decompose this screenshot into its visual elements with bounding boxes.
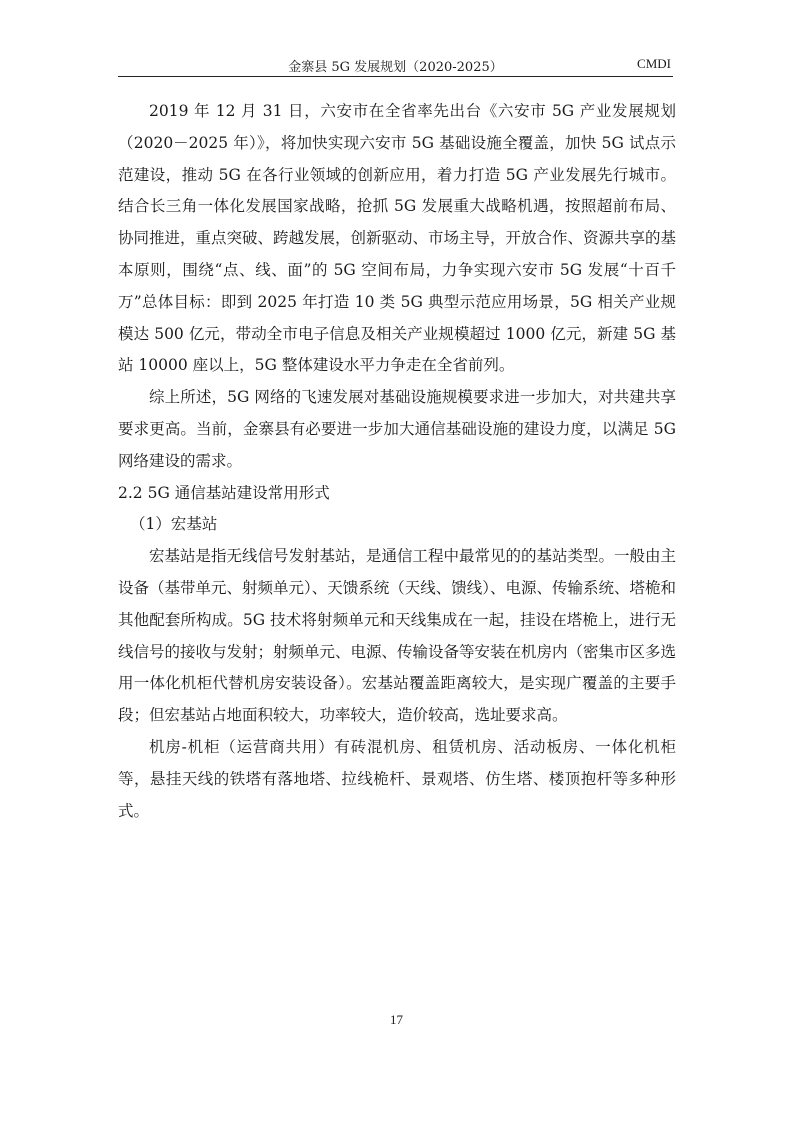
section-heading: 2.2 5G 通信基站建设常用形式 (118, 483, 330, 502)
document-title: 金寨县 5G 发展规划（2020-2025） (288, 60, 503, 75)
page-number: 17 (390, 1012, 403, 1027)
organization-label: CMDI (637, 56, 671, 71)
subsection-heading: （1）宏基站 (130, 515, 218, 534)
paragraph-summary: 综上所述，5G 网络的飞速发展对基础设施规模要求进一步加大，对共建共享要求更高。当前，金寨县有必要进一步加大通信基础设施的建设力度，以满足 5G 网络建设的需求。 (118, 388, 676, 470)
paragraph-lu-an-plan: 2019 年 12 月 31 日，六安市在全省率先出台《六安市 5G 产业发展规划（2020－2025 年）》，将加快实现六安市 5G 基础设施全覆盖，加快 5G 试点示范建设，推动 5G 在各行业领域的创新应用，着力打造 5G 产业发展先行城市。结合长三角一体化发展国家战略，抢抓 5G 发展重大战略机遇，按照超前布局、协同推进，重点突破、跨越发展，创新驱动、市场主导，开放合作、资源共享的基本原则，围绕“点、线、面”的 5G 空间布局，力争实现六安市 5G 发展“十百千万”总体目标：即到 2025 年打造 10 类 5G 典型示范应用场景，5G 相关产业规模达 500 亿元，带动全市电子信息及相关产业规模超过 1000 亿元，新建 5G 基站 10000 座以上，5G 整体建设水平力争走在全省前列。 (118, 102, 677, 375)
page-header (118, 54, 673, 77)
page-body (118, 96, 676, 827)
paragraph-macro-station: 宏基站是指无线信号发射基站，是通信工程中最常见的的基站类型。一般由主设备（基带单元、射频单元）、天馈系统（天线、馈线）、电源、传输系统、塔桅和其他配套所构成。5G 技术将射频单元和天线集成在一起，挂设在塔桅上，进行无线信号的接收与发射；射频单元、电源、传输设备等安装在机房内（密集市区多选用一体化机柜代替机房安装设备）。宏基站覆盖距离较大，是实现广覆盖的主要手段；但宏基站占地面积较大，功率较大，造价较高，选址要求高。 (118, 547, 677, 725)
paragraph-equipment-room: 机房-机柜（运营商共用）有砖混机房、租赁机房、活动板房、一体化机柜等，悬挂天线的铁塔有落地塔、拉线桅杆、景观塔、仿生塔、楼顶抱杆等多种形式。 (118, 737, 676, 820)
